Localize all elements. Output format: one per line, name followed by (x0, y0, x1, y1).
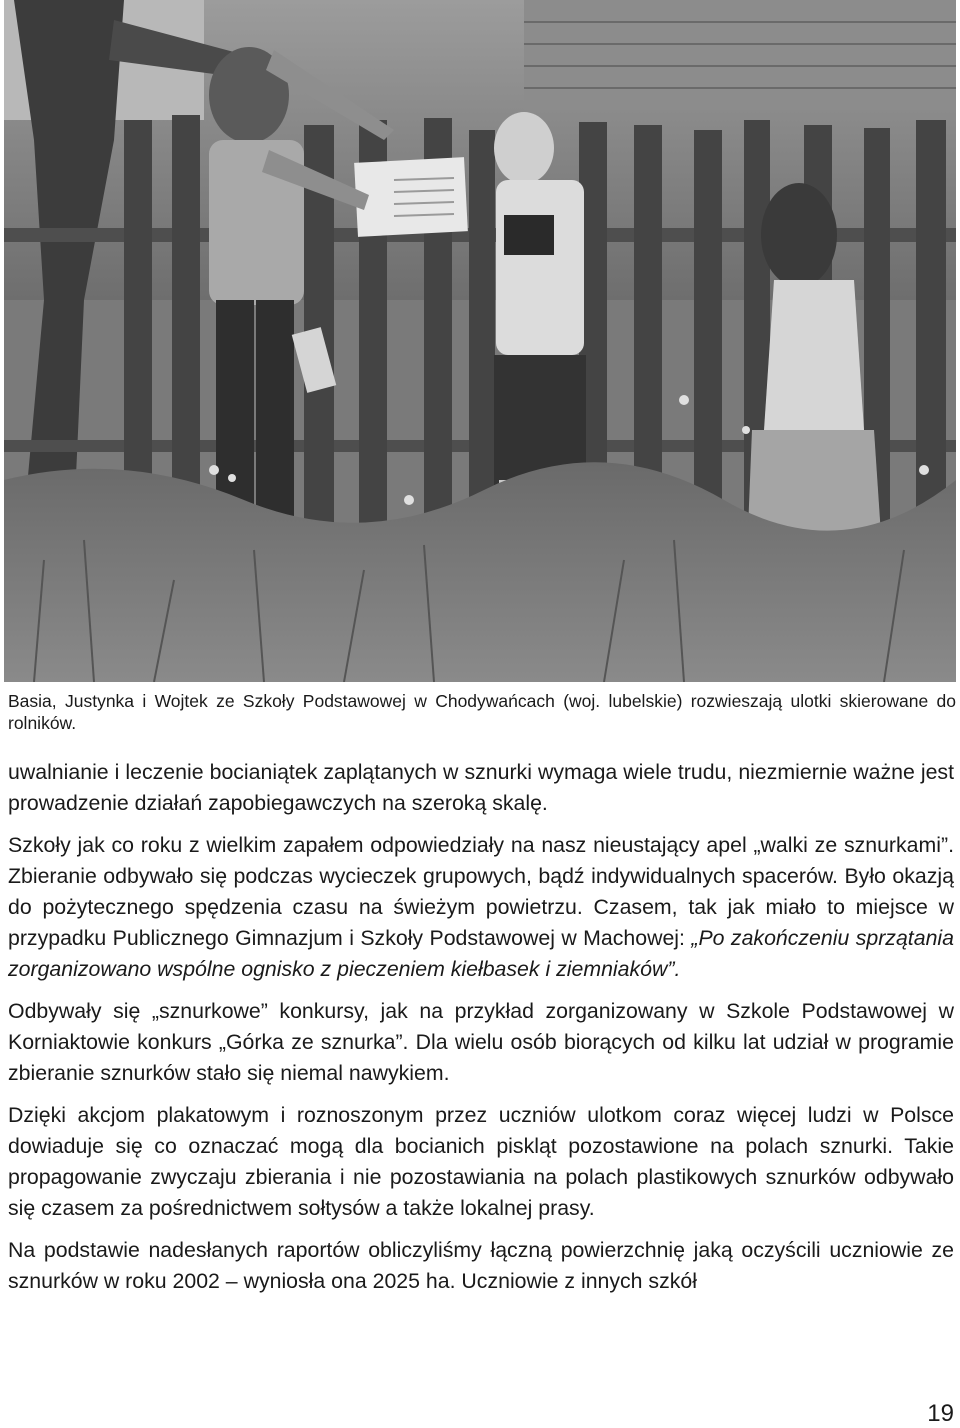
page-number: 19 (927, 1400, 954, 1427)
paragraph-2-text: Szkoły jak co roku z wielkim zapałem odpowiedziały na nasz nieustający apel „walki ze sznurkami”. Zbieranie odbywało się podczas wycieczek grupowych, bądź indywidualnych spacerów. Było okazją do pożytecznego spędzenia czasu na świeżym powietrzu. Czasem, tak jak miało to miejsce w przypadku Publicznego Gimnazjum i Szkoły Podstawowej w Machowej: (8, 833, 954, 950)
paragraph-4: Dzięki akcjom plakatowym i roznoszonym przez uczniów ulotkom coraz więcej ludzi w Polsce dowiaduje się co oznaczać mogą dla bocianich piskląt pozostawione na polach sznurki. Takie propagowanie zwyczaju zbierania i nie pozostawiania na polach plastikowych sznurków odbywało się czasem za pośrednictwem sołtysów a także lokalnej prasy. (8, 1103, 954, 1220)
wooden-shed (524, 0, 956, 110)
paragraph-1: uwalnianie i leczenie bocianiątek zaplątanych w sznurki wymaga wiele trudu, niezmiernie ważne jest prowadzenie działań zapobiegawczych na szeroką skalę. (8, 760, 954, 815)
paragraph-5: Na podstawie nadesłanych raportów obliczyliśmy łączną powierzchnię jaką oczyścili uczniowie ze sznurków w roku 2002 – wyniosła ona 2025 ha. Uczniowie z innych szkół (8, 1238, 954, 1293)
paragraph-3: Odbywały się „sznurkowe” konkursy, jak na przykład zorganizowany w Szkole Podstawowej w Korniaktowie konkurs „Górka ze sznurka”. Dla wielu osób biorących od kilku lat udział w programie zbieranie sznurków stało się niemal nawykiem. (8, 999, 954, 1085)
paragraph-2 (8, 830, 954, 985)
article-body (8, 757, 954, 1308)
paragraph-2-quote: „Po zakończeniu sprzątania zorganizowano wspólne ognisko z pieczeniem kiełbasek i ziemniaków”. (8, 926, 954, 981)
photo-caption: Basia, Justynka i Wojtek ze Szkoły Podstawowej w Chodywańcach (woj. lubelskie) rozwieszają ulotki skierowane do rolników. (8, 691, 956, 733)
photo-children-at-fence (4, 0, 956, 682)
leaflet-on-fence (354, 157, 468, 237)
